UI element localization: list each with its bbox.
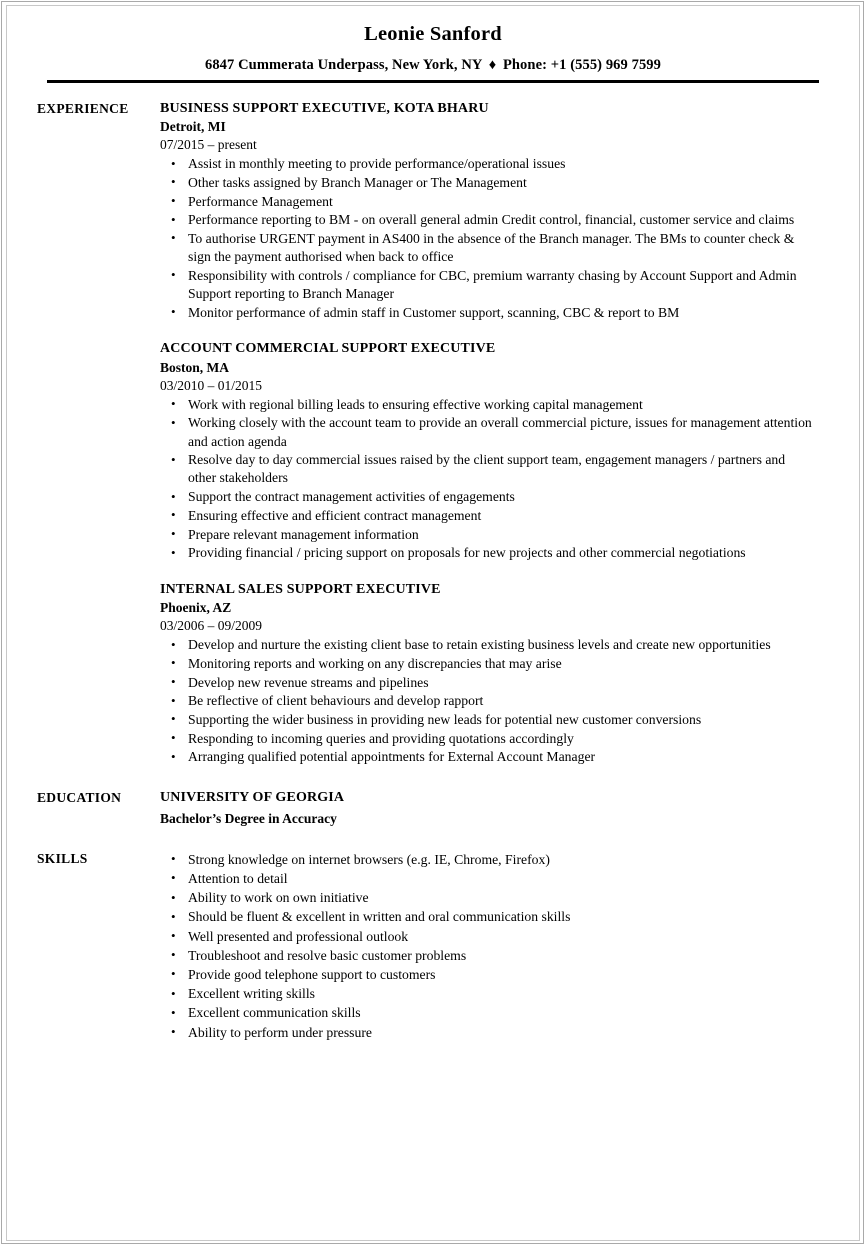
contact-phone: Phone: +1 (555) 969 7599 bbox=[502, 56, 662, 73]
job-bullet: • Monitoring reports and working on any discrepancies that may arise bbox=[160, 655, 812, 673]
diamond-separator-icon: ♦ bbox=[488, 56, 497, 73]
job-bullet: • Performance reporting to BM - on overall general admin Credit control, financial, customer service and claims bbox=[160, 211, 812, 229]
skill-bullet: • Ability to perform under pressure bbox=[160, 1024, 812, 1042]
job-location: Phoenix, AZ bbox=[160, 600, 232, 616]
job-bullet: • Resolve day to day commercial issues raised by the client support team, engagement managers / partners and other stakeholders bbox=[160, 451, 812, 487]
section-education bbox=[0, 789, 866, 829]
job-bullet: • Working closely with the account team to provide an overall commercial picture, issues for management attention and action agenda bbox=[160, 414, 812, 450]
job-bullet: • Responding to incoming queries and providing quotations accordingly bbox=[160, 730, 812, 748]
job-bullet: • Providing financial / pricing support on proposals for new projects and other commercial negotiations bbox=[160, 544, 812, 562]
job-bullet: • Arranging qualified potential appointments for External Account Manager bbox=[160, 748, 812, 766]
job-bullet: • Work with regional billing leads to ensuring effective working capital management bbox=[160, 396, 812, 414]
skill-bullet: • Provide good telephone support to customers bbox=[160, 966, 812, 984]
section-label-skills: SKILLS bbox=[37, 850, 88, 866]
skill-bullet: • Should be fluent & excellent in written and oral communication skills bbox=[160, 908, 812, 926]
experience-entry bbox=[160, 340, 812, 562]
section-label-education: EDUCATION bbox=[37, 790, 122, 806]
job-bullet: • Responsibility with controls / compliance for CBC, premium warranty chasing by Account Support and Admin Support reporting to Branch Manager bbox=[160, 267, 812, 303]
job-bullet: • Be reflective of client behaviours and develop rapport bbox=[160, 692, 812, 710]
skills-bullet-list bbox=[160, 851, 812, 1042]
contact-line bbox=[0, 57, 866, 74]
header-divider bbox=[47, 80, 819, 83]
job-bullet: • Performance Management bbox=[160, 193, 812, 211]
contact-address: 6847 Cummerata Underpass, New York, NY bbox=[204, 56, 482, 73]
skill-bullet: • Strong knowledge on internet browsers (e.g. IE, Chrome, Firefox) bbox=[160, 851, 812, 869]
job-bullet: • Monitor performance of admin staff in Customer support, scanning, CBC & report to BM bbox=[160, 304, 812, 322]
skills-entries bbox=[143, 850, 812, 1043]
job-bullet: • Other tasks assigned by Branch Manager or The Management bbox=[160, 174, 812, 192]
skill-bullet: • Well presented and professional outlook bbox=[160, 928, 812, 946]
job-bullet-list bbox=[160, 155, 812, 322]
experience-entry bbox=[160, 100, 812, 322]
skill-bullet: • Excellent writing skills bbox=[160, 985, 812, 1003]
education-degree: Bachelor’s Degree in Accuracy bbox=[160, 811, 337, 826]
job-title: ACCOUNT COMMERCIAL SUPPORT EXECUTIVE bbox=[160, 341, 496, 357]
job-bullet: • Prepare relevant management information bbox=[160, 526, 812, 544]
education-school: UNIVERSITY OF GEORGIA bbox=[160, 790, 345, 806]
job-dates: 03/2010 – 01/2015 bbox=[160, 377, 263, 393]
job-dates: 07/2015 – present bbox=[160, 137, 257, 153]
job-location: Detroit, MI bbox=[160, 119, 226, 135]
skill-bullet: • Attention to detail bbox=[160, 870, 812, 888]
skill-bullet: • Troubleshoot and resolve basic customer problems bbox=[160, 947, 812, 965]
candidate-name: Leonie Sanford bbox=[364, 23, 502, 45]
job-title: BUSINESS SUPPORT EXECUTIVE, KOTA BHARU bbox=[160, 100, 489, 116]
job-location: Boston, MA bbox=[160, 359, 230, 375]
job-bullet: • Develop and nurture the existing client base to retain existing business levels and create new opportunities bbox=[160, 636, 812, 654]
skill-bullet: • Ability to work on own initiative bbox=[160, 889, 812, 907]
job-bullet-list bbox=[160, 636, 812, 767]
job-bullet: • To authorise URGENT payment in AS400 in the absence of the Branch manager. The BMs to counter check & sign the payment authorised when back to office bbox=[160, 230, 812, 266]
section-skills bbox=[0, 850, 866, 1043]
job-bullet-list bbox=[160, 396, 812, 563]
education-entries bbox=[143, 789, 812, 829]
job-bullet: • Support the contract management activities of engagements bbox=[160, 488, 812, 506]
section-label-experience: EXPERIENCE bbox=[37, 100, 129, 116]
job-bullet: • Develop new revenue streams and pipelines bbox=[160, 674, 812, 692]
section-experience bbox=[0, 100, 866, 768]
experience-entry bbox=[160, 581, 812, 767]
skill-bullet: • Excellent communication skills bbox=[160, 1004, 812, 1022]
resume-header bbox=[0, 0, 866, 83]
job-bullet: • Assist in monthly meeting to provide performance/operational issues bbox=[160, 155, 812, 173]
job-dates: 03/2006 – 09/2009 bbox=[160, 618, 263, 634]
job-bullet: • Ensuring effective and efficient contract management bbox=[160, 507, 812, 525]
experience-entries bbox=[143, 100, 812, 768]
job-title: INTERNAL SALES SUPPORT EXECUTIVE bbox=[160, 581, 441, 597]
job-bullet: • Supporting the wider business in providing new leads for potential new customer conversions bbox=[160, 711, 812, 729]
